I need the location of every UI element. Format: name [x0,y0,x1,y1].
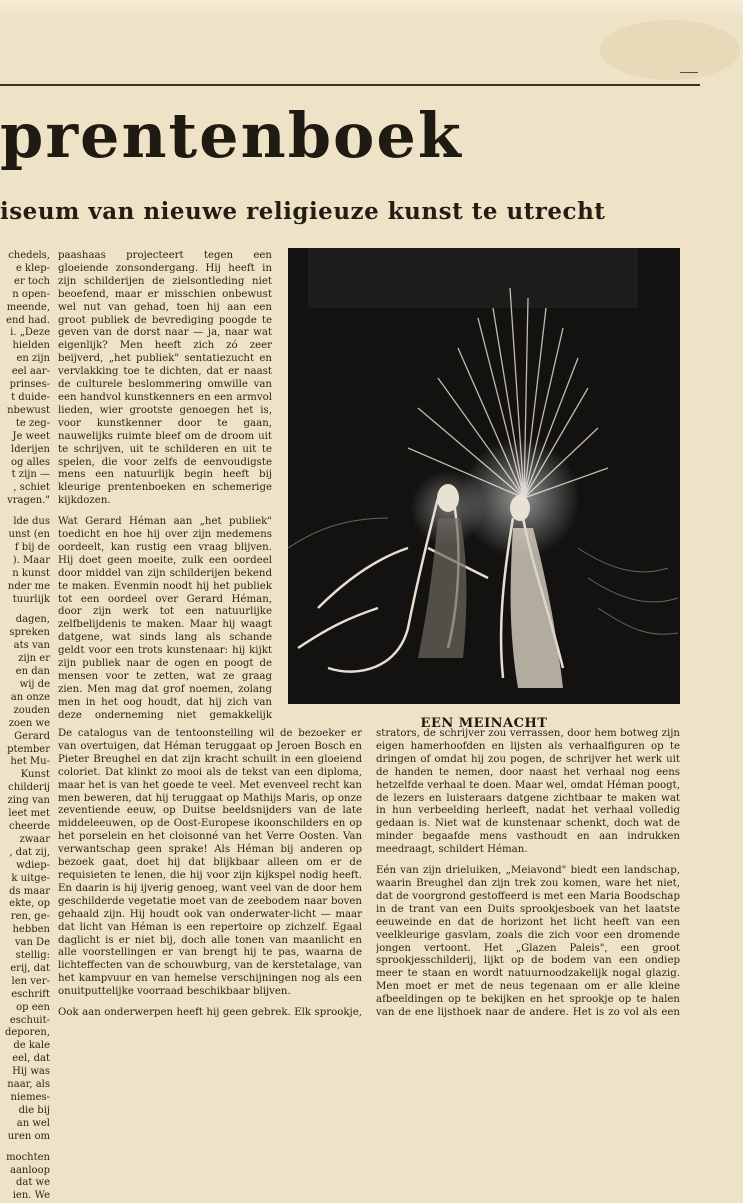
text-fragment: childerij [8,782,50,794]
text-fragment: Gerard [14,730,50,742]
text-fragment: ds maar [9,885,50,897]
text-fragment: nder me [7,580,50,592]
text-fragment: an onze [10,691,50,703]
text-fragment [0,1144,50,1152]
text-fragment: Kunst [20,769,50,781]
text-fragment: mochten [6,1151,50,1163]
text-fragment: eschuit- [9,1014,50,1026]
text-fragment: naar, als [7,1079,50,1091]
photo-caption: EEN MEINACHT [420,716,548,731]
text-fragment: len ver- [11,975,50,987]
text-fragment: wdiep- [16,859,50,871]
text-fragment: zouden [13,704,50,716]
text-fragment: aanloop [9,1164,50,1176]
text-fragment: wij de [19,679,50,690]
text-fragment: chedels, [8,250,50,261]
painting-illustration-icon [288,248,680,704]
text-fragment: dat we [15,1177,50,1189]
header-rule [0,84,700,86]
text-fragment: ptember [7,743,50,755]
text-fragment: zoen we [8,717,50,729]
text-fragment: ien. We [12,1190,50,1202]
text-fragment: , dat zij, [9,846,50,858]
middle-column-text [58,250,272,722]
text-fragment [0,508,50,516]
text-fragment: t duide- [11,391,50,403]
text-fragment: uren om [7,1130,50,1142]
paragraph: Wat Gerard Héman aan „het publiek" toedicht en hoe hij over zijn medemens oordeelt, kan rustig een vraag blijven. Hij doet geen moeite, zulk een oordeel door middel van zijn schilderijen bekend te maken. Evenmin noodt hij het publiek tot een oordeel over Gerard Héman, door zijn werk tot een natuurlijke zelfbelijdenis te maken. Maar hij waagt datgene, wat sinds lang als schande geldt voor een trots kunstenaar: hij kijkt zijn publiek naar de ogen en poogt de mensen voor te zetten, wat ze graag zien. Men mag dat grof noemen, zolang men in het oog houdt, dat hij zich van deze onderneming niet gemakkelijk [58,516,272,721]
text-fragment: vragen." [7,495,50,507]
left-column-fragments [0,250,50,1203]
text-fragment: erij, dat [10,962,50,974]
paper-edge [0,0,743,18]
text-fragment: k uitge- [11,872,50,884]
text-fragment: ). Maar [12,554,50,566]
text-fragment: het Mu- [10,756,50,768]
text-fragment: cheerde [9,820,50,832]
paragraph: De catalogus van de tentoonstelling wil de bezoeker er van overtuigen, dat Héman teruggaat op Jeroen Bosch en Pieter Breughel en dat zijn kracht schuilt in een gloeiend coloriet. Dat klinkt zo mooi als de tekst van een diploma, maar het is van het goede te veel. Met evenveel recht kan men beweren, dat hij teruggaat op Mathijs Maris, op onze zeventiende eeuw, op Duitse beeldsnijders van de late middeleeuwen, op de Oost-Europese ikoonschilders en op het porselein en het cloisonné van het Verre Oosten. Van verwantschap geen sprake! Als Héman bij anderen op bezoek gaat, doet hij dat blijkbaar alleen om er de requisieten te lenen, die hij voor zijn kijkspel nodig heeft. En daarin is hij ijverig genoeg, want veel van de door hem geschilderde vegetatie moet van de zeebodem naar boven gehaald zijn. Hij houdt ook van onderwater-licht — maar dat licht van Héman is een repertoire op zichzelf. Egaal daglicht is er niet bij, doch alle tonen van maanlicht en alle voorstellingen er van brengt hij te pas, waarna de lichteffecten van de schouwburg, van de kerstetalage, van het kampvuur en van hemelse verschijningen nog als een onuitputtelijke voorraad beschikbaar blijven. [58,728,362,998]
text-fragment: die bij [18,1104,50,1116]
text-fragment: deporen, [4,1027,50,1039]
paragraph: Ook aan onderwerpen heeft hij geen gebrek. Elk sprookje, [58,1007,362,1018]
text-fragment: lde dus [13,516,50,528]
text-fragment: eschrift [11,988,50,1000]
paragraph: Eén van zijn drieluiken, „Meiavond" biedt een landschap, waarin Breughel dan zijn trek zou komen, ware het niet, dat de voorgrond gestoffeerd is met een Maria Boodschap in de trant van een Duits sprookjesboek van het laatste eeuweinde en dat de horizont het licht heeft van een veelkleurige gasvlam, zoals die zich voor een dromende jongen vertoont. Het „Glazen Paleis", een groot sprookjesschilderij, lijkt op de bodem van een ondiep meer te staan en wordt natuurnoodzakelijk nogal glazig. Men moet er met de neus tegenaan om er alle kleine afbeeldingen op te bekijken en het sprookje op te halen van de ene lijsthoek naar de andere. Het is zo vol als een [376,865,680,1018]
text-fragment: ekte, op [9,898,50,910]
text-fragment: n kunst [12,567,50,579]
text-fragment: leet met [8,808,50,820]
text-fragment: ats van [13,640,50,652]
article-subhead: iseum van nieuwe religieuze kunst te utrecht [0,198,606,225]
text-fragment: eel aar- [11,366,50,378]
text-fragment: prinses- [9,379,50,391]
text-fragment [0,606,50,614]
article-headline: prentenboek [0,100,463,172]
painting-photo [288,248,680,704]
text-fragment: og alles [10,456,50,468]
text-fragment: hielden [12,340,50,352]
text-fragment: i. „Deze [10,327,50,339]
text-fragment: , schiet [13,482,50,494]
text-fragment: eel, dat [12,1053,50,1065]
text-fragment: an wel [16,1117,50,1129]
text-fragment: en dan [15,666,50,678]
bottom-middle-column-text [58,728,362,1018]
text-fragment: end had. [6,314,50,326]
margin-mark [680,72,698,73]
text-fragment: Je weet [12,430,50,442]
paragraph: strators, de schrijver zou verrassen, door hem botweg zijn eigen hamerhoofden en lijsten als verhaalfiguren op te dringen of omdat hij zou pogen, de schrijver het werk uit de handen te nemen, door naast het verhaal nog eens hetzelfde verhaal te doen. Maar wel, omdat Héman poogt, de lezers en luisteraars datgene zichtbaar te maken wat in hun verbeelding herleeft, nadat het verhaal volledig gedaan is. Niet wat de kunstenaar schenkt, doch wat de minder begaafde mens vasthoudt en aan indrukken meedraagt, schildert Héman. [376,728,680,856]
text-fragment: ren, ge- [10,911,50,923]
paper-stain [600,20,740,80]
text-fragment: f bij de [14,541,50,553]
text-fragment: tuurlijk [12,593,50,605]
text-fragment: te zeg- [15,417,50,429]
text-fragment: t zijn — [11,469,50,481]
text-fragment: nbewust [7,404,50,416]
text-fragment: van De [14,937,50,949]
paragraph: paashaas projecteert tegen een gloeiende zonsondergang. Hij heeft in zijn schilderijen de zielsontleding niet beoefend, maar er misschien onbewust wel nut van gehad, toen hij aan een groot publiek de bevrediging poogde te geven van de dorst naar — ja, naar wat eigenlijk? Men heeft zich zó zeer beijverd, „het publiek" sentatiezucht en vervlakking toe te dichten, dat er naast de culturele beslommering omwille van een handvol kunstkenners en een armvol lieden, wier grootste genoegen het is, voor kunstkenner door te gaan, nauwelijks ruimte bleef om de droom uit te schrijven, uit te schilderen en uit te spelen, die voor zelfs de eenvoudigste mens een natuurlijk begin heeft bij kleurige prentenboeken en schemerige kijkdozen. [58,250,272,507]
text-fragment: e klep- [15,262,50,274]
text-fragment: zijn er [18,653,50,665]
text-fragment: hebben [12,924,50,936]
text-fragment: n open- [12,288,50,300]
text-fragment: zing van [7,795,50,807]
bottom-right-column-text [376,728,680,1018]
text-fragment: dagen, [15,614,50,626]
text-fragment: spreken [9,627,50,639]
text-fragment: de kale [13,1040,50,1052]
text-fragment: meende, [6,301,50,313]
text-fragment: Hij was [12,1066,50,1078]
text-fragment: er toch [14,275,50,287]
text-fragment: en zijn [16,353,50,365]
text-fragment: op een [16,1001,50,1013]
text-fragment: lderijen [11,443,50,455]
text-fragment: niemes- [10,1092,50,1103]
text-fragment: unst (en [8,529,50,541]
text-fragment: stellig: [15,950,50,962]
text-fragment: zwaar [19,833,50,845]
